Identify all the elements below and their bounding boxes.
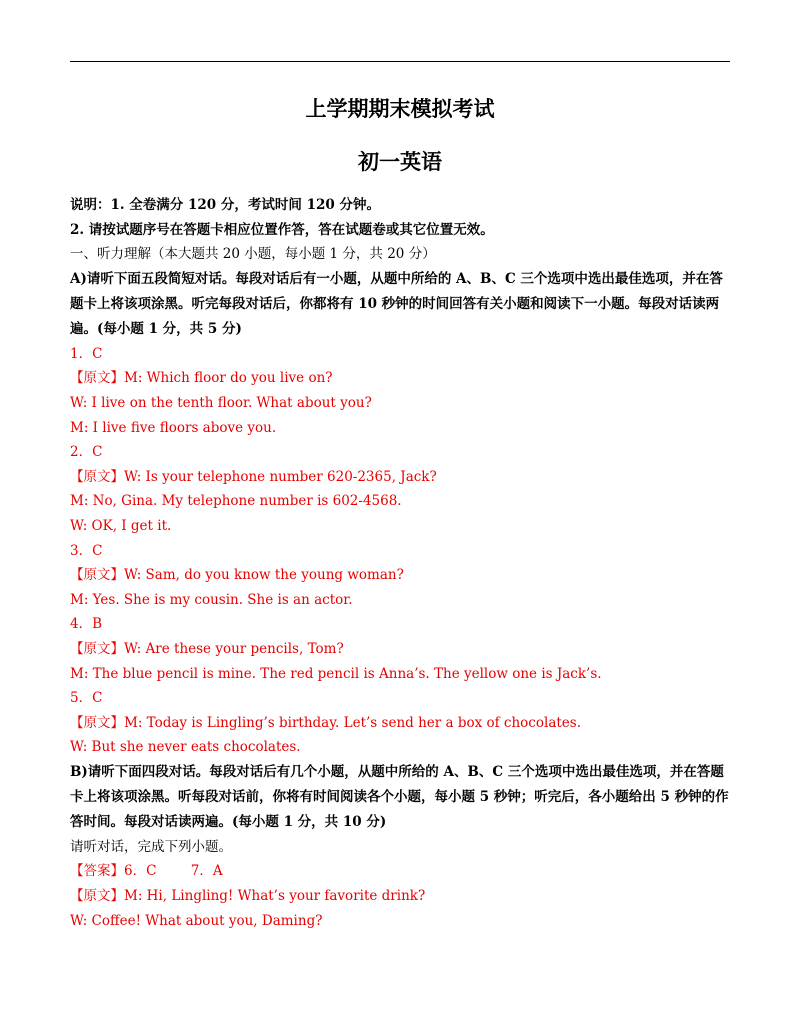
note-line-2: 2. 请按试题序号在答题卡相应位置作答，答在试题卷或其它位置无效。 xyxy=(70,221,494,238)
transcript-line: 【原文】W: Are these your pencils, Tom? xyxy=(70,640,344,657)
page-title: 上学期期末模拟考试 xyxy=(305,96,495,121)
question-2 xyxy=(70,440,732,538)
section-heading: 一、听力理解（本大题共 20 小题，每小题 1 分，共 20 分） xyxy=(70,246,436,263)
part-b-intro: 请听对话，完成下列小题。 xyxy=(70,838,232,855)
question-number: 4．B xyxy=(70,616,103,633)
transcript-line: W: OK, I get it. xyxy=(70,517,172,534)
question-4 xyxy=(70,612,732,686)
document-body xyxy=(70,193,732,933)
instruction-line: B)请听下面四段对话。每段对话后有几个小题，从题中所给的 A、B、C 三个选项中选出最佳选项，并在答题 xyxy=(70,763,724,780)
part-b-instructions xyxy=(70,760,732,835)
instruction-line: 题卡上将该项涂黑。听完每段对话后，你都将有 10 秒钟的时间回答有关小题和阅读下一小题。每段对话读两 xyxy=(70,295,720,312)
transcript-line: 【原文】W: Sam, do you know the young woman? xyxy=(70,567,404,584)
part-a-instructions xyxy=(70,267,732,342)
transcript-line: W: But she never eats chocolates. xyxy=(70,739,301,756)
question-1 xyxy=(70,342,732,440)
transcript-line: M: The blue pencil is mine. The red pencil is Anna’s. The yellow one is Jack’s. xyxy=(70,665,602,682)
transcript-line: 【原文】M: Which floor do you live on? xyxy=(70,370,333,387)
instruction-line: 遍。(每小题 1 分，共 5 分) xyxy=(70,320,242,337)
question-number: 1．C xyxy=(70,345,103,362)
transcript-line: M: No, Gina. My telephone number is 602-4568. xyxy=(70,493,402,510)
header-rule xyxy=(70,61,730,62)
transcript-line: 【原文】W: Is your telephone number 620-2365, Jack? xyxy=(70,468,437,485)
question-3 xyxy=(70,539,732,613)
question-number: 5．C xyxy=(70,690,103,707)
instruction-line: 答时间。每段对话读两遍。(每小题 1 分，共 10 分) xyxy=(70,813,387,830)
transcript-line: W: Coffee! What about you, Daming? xyxy=(70,912,323,929)
transcript-line: M: I live five floors above you. xyxy=(70,419,277,436)
page-subtitle: 初一英语 xyxy=(358,149,442,174)
note-line-1: 说明：1. 全卷满分 120 分，考试时间 120 分钟。 xyxy=(70,197,380,213)
instruction-line: 卡上将该项涂黑。听每段对话前，你将有时间阅读各个小题，每小题 5 秒钟；听完后，各小题给出 5 秒钟的作 xyxy=(70,788,729,805)
transcript-line: 【原文】M: Hi, Lingling! What’s your favorite drink? xyxy=(70,888,426,905)
question-5 xyxy=(70,686,732,760)
transcript-line: W: I live on the tenth floor. What about you? xyxy=(70,394,372,411)
answer-line: 【答案】6．C 7．A xyxy=(70,863,223,880)
transcript-line: 【原文】M: Today is Lingling’s birthday. Let’s send her a box of chocolates. xyxy=(70,714,581,731)
question-number: 2．C xyxy=(70,444,103,461)
transcript-line: M: Yes. She is my cousin. She is an actor. xyxy=(70,591,353,608)
instruction-line: A)请听下面五段简短对话。每段对话后有一小题，从题中所给的 A、B、C 三个选项中选出最佳选项，并在答 xyxy=(70,270,723,287)
question-number: 3．C xyxy=(70,542,103,559)
